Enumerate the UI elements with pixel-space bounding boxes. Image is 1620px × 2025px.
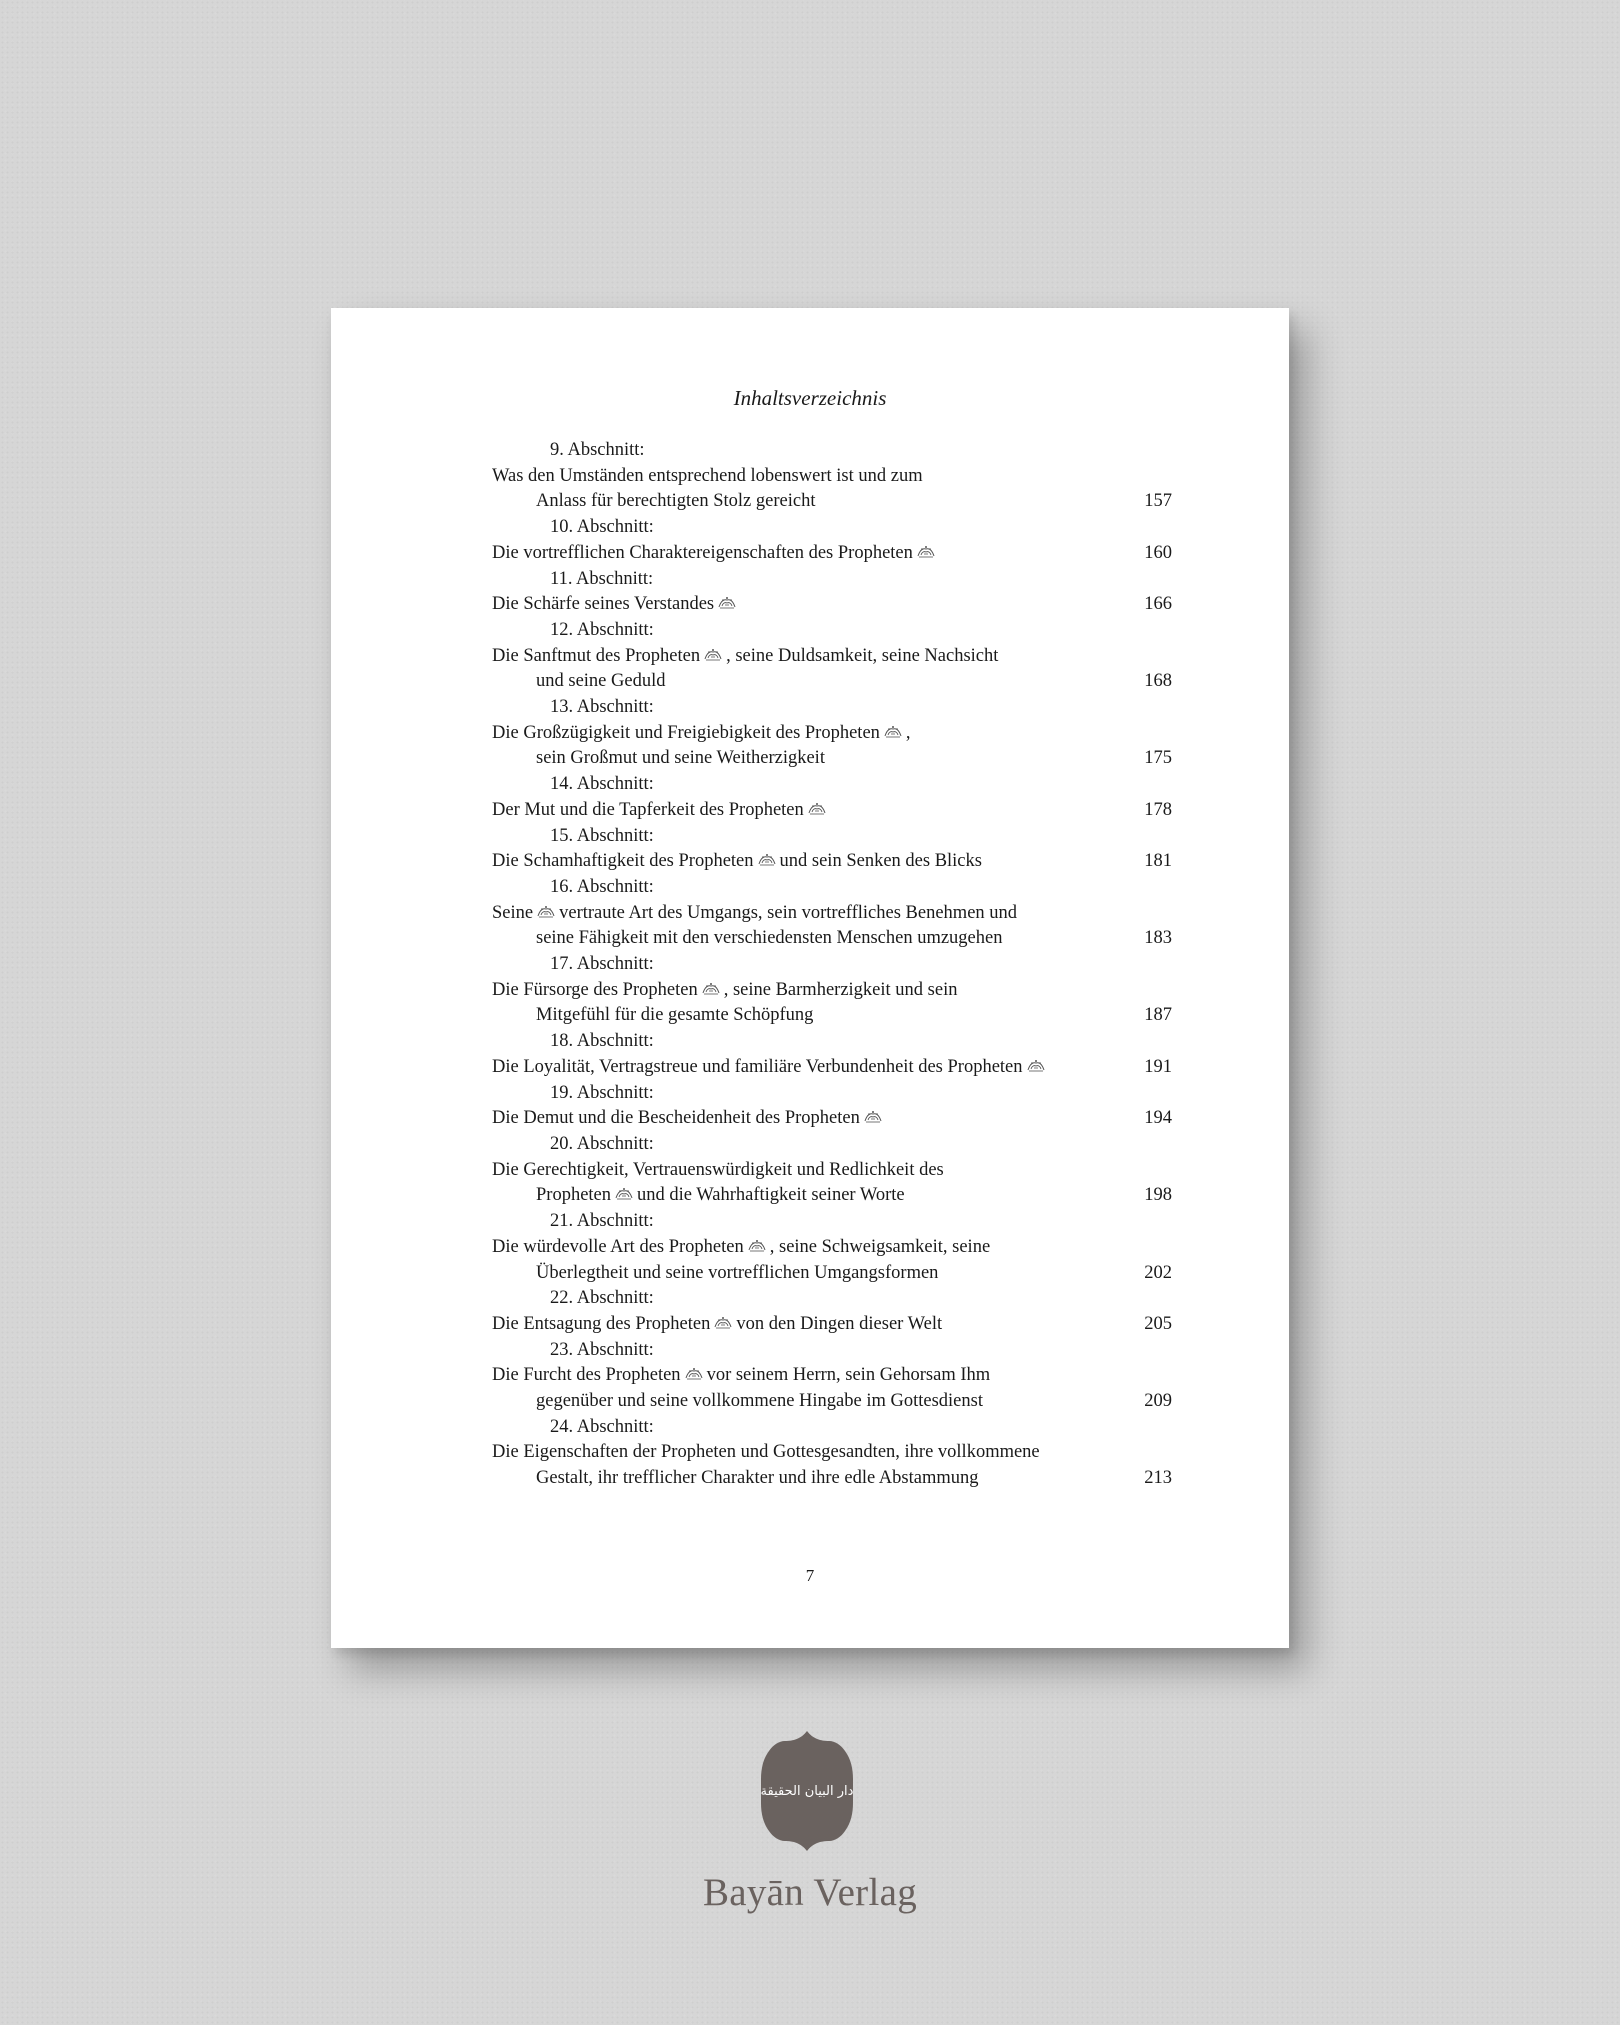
salawat-icon: [536, 904, 556, 919]
toc-entry: [492, 1415, 1172, 1492]
page-ref: 160: [1144, 542, 1172, 563]
toc-entry: [492, 567, 1172, 618]
entry-title-text: Die Entsagung des Propheten: [492, 1313, 711, 1334]
entry-title-text: ,: [905, 722, 911, 743]
page-ref: 191: [1144, 1056, 1172, 1077]
entry-title-line: [492, 644, 1172, 670]
entry-title-line: [492, 926, 1172, 952]
entry-title-text: Die Schärfe seines Verstandes: [492, 594, 715, 615]
entry-title-line: [492, 1261, 1172, 1287]
toc-entry: [492, 618, 1172, 695]
entry-title-text: Propheten: [536, 1185, 612, 1206]
page-ref: 198: [1144, 1185, 1172, 1206]
page-ref: 175: [1144, 748, 1172, 769]
entry-title-text: Die Großzügigkeit und Freigiebigkeit des Propheten: [492, 722, 880, 743]
salawat-icon: [713, 1315, 733, 1330]
entry-title-line: [492, 592, 1172, 618]
section-label: 11. Abschnitt:: [550, 568, 654, 589]
toc-entry: [492, 515, 1172, 566]
entry-title-line: [492, 978, 1172, 1004]
entry-title-line: [492, 746, 1172, 772]
salawat-icon: [703, 647, 723, 662]
salawat-icon: [757, 852, 777, 867]
entry-title-line: [492, 1363, 1172, 1389]
book-page: [331, 308, 1289, 1648]
entry-title-line: [492, 1003, 1172, 1029]
publisher-name: Bayān Verlag: [702, 1871, 918, 1914]
section-label: 20. Abschnitt:: [550, 1133, 654, 1154]
entry-title-line: [492, 669, 1172, 695]
section-label: 18. Abschnitt:: [550, 1031, 654, 1052]
page-ref: 187: [1144, 1005, 1172, 1026]
section-label: 14. Abschnitt:: [550, 774, 654, 795]
page-ref: 178: [1144, 799, 1172, 820]
entry-title-text: Die Furcht des Propheten: [492, 1365, 681, 1386]
toc-entry: [492, 772, 1172, 823]
salawat-icon: [684, 1366, 704, 1381]
entry-title-text: Seine: [492, 902, 534, 923]
entry-title-line: [492, 1312, 1172, 1338]
entry-title-text: , seine Schweigsamkeit, seine: [769, 1236, 991, 1257]
section-label: 15. Abschnitt:: [550, 825, 654, 846]
entry-title-line: [492, 489, 1172, 515]
entry-title-text: , seine Duldsamkeit, seine Nachsicht: [726, 645, 999, 666]
entry-title-text: Anlass für berechtigten Stolz gereicht: [536, 491, 816, 512]
toc-entry: [492, 695, 1172, 772]
salawat-icon: [1026, 1058, 1046, 1073]
entry-title-line: [492, 901, 1172, 927]
toc-entry: [492, 875, 1172, 952]
section-label: 9. Abschnitt:: [550, 440, 645, 460]
toc-entry: [492, 1081, 1172, 1132]
salawat-icon: [614, 1186, 634, 1201]
toc-entry: [492, 1132, 1172, 1209]
entry-title-text: Gestalt, ihr trefflicher Charakter und ihre edle Abstammung: [536, 1468, 979, 1489]
page-ref: 209: [1144, 1391, 1172, 1412]
entry-title-text: Die Schamhaftigkeit des Propheten: [492, 851, 754, 872]
salawat-icon: [916, 544, 936, 559]
section-label: 23. Abschnitt:: [550, 1339, 654, 1360]
section-label: 19. Abschnitt:: [550, 1082, 654, 1103]
entry-title-line: [492, 541, 1172, 567]
page-ref: 213: [1144, 1468, 1172, 1489]
publisher-logo: [759, 1729, 855, 1853]
entry-title-text: sein Großmut und seine Weitherzigkeit: [536, 748, 825, 769]
entry-title-text: gegenüber und seine vollkommene Hingabe im Gottesdienst: [536, 1391, 983, 1412]
toc-entry: [492, 1338, 1172, 1415]
entry-title-text: Die würdevolle Art des Propheten: [492, 1236, 744, 1257]
page-ref: 157: [1144, 491, 1172, 512]
page-ref: 194: [1144, 1108, 1172, 1129]
entry-title-text: und die Wahrhaftigkeit seiner Worte: [637, 1185, 905, 1206]
entry-title-text: , seine Barmherzigkeit und sein: [723, 979, 958, 1000]
section-label: 24. Abschnitt:: [550, 1416, 654, 1437]
page-title: Inhaltsverzeichnis: [733, 386, 887, 410]
entry-title-line: [492, 1055, 1172, 1081]
entry-title-line: [492, 849, 1172, 875]
entry-title-text: Überlegtheit und seine vortrefflichen Umgangsformen: [536, 1262, 939, 1283]
page-ref: 168: [1144, 671, 1172, 692]
section-label: 10. Abschnitt:: [550, 517, 654, 538]
logo-text: دار البيان الحقيقة: [760, 1784, 854, 1799]
entry-title-line: [492, 1466, 1172, 1492]
page-ref: 202: [1144, 1262, 1172, 1283]
entry-title-text: und sein Senken des Blicks: [779, 851, 982, 872]
page-ref: 205: [1144, 1313, 1172, 1334]
toc-entry: [492, 1286, 1172, 1337]
entry-title-text: vertraute Art des Umgangs, sein vortreffliches Benehmen und: [559, 902, 1018, 923]
entry-title-text: Die Fürsorge des Propheten: [492, 979, 698, 1000]
entry-title-text: Die Sanftmut des Propheten: [492, 645, 701, 666]
entry-title-text: Mitgefühl für die gesamte Schöpfung: [536, 1005, 814, 1026]
salawat-icon: [807, 801, 827, 816]
entry-title-text: Die Loyalität, Vertragstreue und familiäre Verbundenheit des Propheten: [492, 1056, 1023, 1077]
entry-title-line: Die Gerechtigkeit, Vertrauenswürdigkeit und Redlichkeit des: [492, 1159, 944, 1180]
page-ref: 166: [1144, 594, 1172, 615]
entry-title-text: von den Dingen dieser Welt: [736, 1313, 943, 1334]
entry-title-line: [492, 798, 1172, 824]
page-number: 7: [805, 1566, 815, 1585]
toc-entry: [492, 1209, 1172, 1286]
section-label: 21. Abschnitt:: [550, 1211, 654, 1232]
salawat-icon: [863, 1109, 883, 1124]
entry-title-line: [492, 721, 1172, 747]
section-label: 17. Abschnitt:: [550, 954, 654, 975]
section-label: 12. Abschnitt:: [550, 619, 654, 640]
section-label: 13. Abschnitt:: [550, 697, 654, 718]
entry-title-text: seine Fähigkeit mit den verschiedensten Menschen umzugehen: [536, 928, 1003, 949]
section-label: 22. Abschnitt:: [550, 1288, 654, 1309]
toc-entry: [492, 824, 1172, 875]
entry-title-text: vor seinem Herrn, sein Gehorsam Ihm: [706, 1365, 991, 1386]
salawat-icon: [701, 981, 721, 996]
page-ref: 183: [1144, 928, 1172, 949]
salawat-icon: [747, 1238, 767, 1253]
entry-title-line: [492, 1183, 1172, 1209]
entry-title-line: [492, 1106, 1172, 1132]
toc-entry: [492, 1029, 1172, 1080]
entry-title-line: [492, 1235, 1172, 1261]
salawat-icon: [883, 724, 903, 739]
entry-title-text: und seine Geduld: [536, 671, 666, 692]
entry-title-line: [492, 1389, 1172, 1415]
salawat-icon: [717, 595, 737, 610]
entry-title-text: Der Mut und die Tapferkeit des Propheten: [492, 799, 804, 820]
table-of-contents: [492, 438, 1172, 1492]
entry-title-text: Die Demut und die Bescheidenheit des Propheten: [492, 1108, 860, 1129]
toc-entry: [492, 952, 1172, 1029]
entry-title-line: Was den Umständen entsprechend lobenswert ist und zum: [492, 465, 923, 486]
page-ref: 181: [1144, 851, 1172, 872]
entry-title-line: Die Eigenschaften der Propheten und Gottesgesandten, ihre vollkommene: [492, 1442, 1040, 1463]
section-label: 16. Abschnitt:: [550, 876, 654, 897]
entry-title-text: Die vortrefflichen Charaktereigenschaften des Propheten: [492, 542, 913, 563]
toc-entry: [492, 438, 1172, 515]
